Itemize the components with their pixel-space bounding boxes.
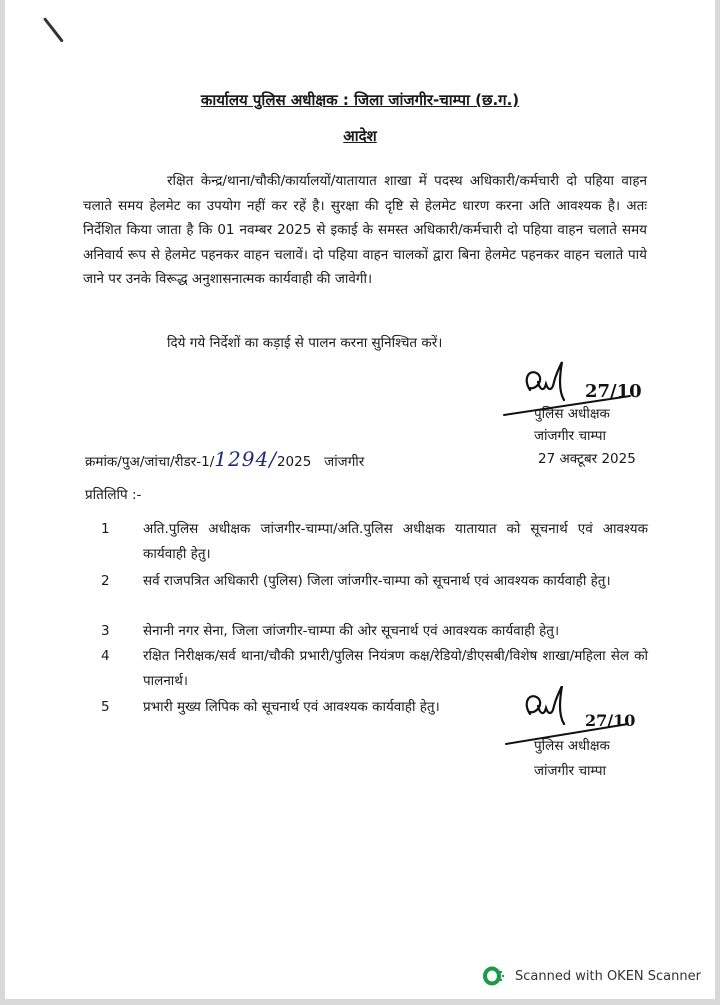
order-title <box>5 127 715 145</box>
reference-handwritten-number: 1294/ <box>214 447 277 471</box>
office-title <box>5 91 715 109</box>
copy-list-item: अति.पुलिस अधीक्षक जांजगीर-चाम्पा/अति.पुलिस अधीक्षक यातायात को सूचनार्थ एवं आवश्यक कार्यवाही हेतु। <box>143 521 648 562</box>
copy-list-item: सर्व राजपत्रित अधिकारी (पुलिस) जिला जांजगीर-चाम्पा को सूचनार्थ एवं आवश्यक कार्यवाही हेतु। <box>143 573 611 589</box>
order-date: 27 अक्टूबर 2025 <box>538 451 636 467</box>
signature-2-place: जांजगीर चाम्पा <box>534 763 606 779</box>
scanner-label: Scanned with OKEN Scanner <box>515 968 701 984</box>
scanner-watermark <box>483 963 701 989</box>
reference-place: जांजगीर <box>324 454 365 470</box>
copy-list-number: 4 <box>101 648 110 664</box>
compliance-instruction: दिये गये निर्देशों का कड़ाई से पालन करना सुनिश्चित करें। <box>167 335 443 351</box>
copy-list-item: प्रभारी मुख्य लिपिक को सूचनार्थ एवं आवश्यक कार्यवाही हेतु। <box>143 699 440 715</box>
order-body-paragraph: रक्षित केन्द्र/थाना/चौकी/कार्यालयों/यातायात शाखा में पदस्थ अधिकारी/कर्मचारी दो पहिया वाहन चलाते समय हेलमेट का उपयोग नहीं कर रहें है। सुरक्षा की दृष्टि से हेलमेट धारण करना अति आवश्यक है। अतः निर्देशित किया जाता है कि 01 नवम्बर 2025 से इकाई के समस्त अधिकारी/कर्मचारी दो पहिया वाहन चलाते समय अनिवार्य रूप से हेलमेट पहनकर वाहन चलावें। दो पहिया वाहन चालकों द्वारा बिना हेलमेट पहनकर वाहन चलाते पाये जाने पर उनके विरूद्ध अनुशासनात्मक कार्यवाही की जावेगी। <box>83 173 647 287</box>
signature-2-date-note: 27/10 <box>585 711 636 730</box>
reference-year: 2025 <box>276 454 312 470</box>
copy-list-number: 2 <box>101 573 110 589</box>
oken-scanner-logo-icon <box>483 966 507 986</box>
reference-number <box>85 447 365 471</box>
signature-1-date-note: 27/10 <box>585 381 642 402</box>
signature-1-place: जांजगीर चाम्पा <box>534 428 606 444</box>
pen-stroke-mark <box>43 17 64 42</box>
copy-list-item: रक्षित निरीक्षक/सर्व थाना/चौकी प्रभारी/पुलिस नियंत्रण कक्ष/रेडियो/डीएसबी/विशेष शाखा/महिला सेल को पालनार्थ। <box>143 648 648 689</box>
order-title-text: आदेश <box>343 127 377 145</box>
copy-list-number: 1 <box>101 521 110 537</box>
office-title-text: कार्यालय पुलिस अधीक्षक : जिला जांजगीर-चाम्पा (छ.ग.) <box>200 91 520 109</box>
signature-2-designation: पुलिस अधीक्षक <box>534 738 610 754</box>
scanned-document-page <box>5 0 715 999</box>
copy-list-number: 3 <box>101 623 110 639</box>
copy-list-item: सेनानी नगर सेना, जिला जांजगीर-चाम्पा की ओर सूचनार्थ एवं आवश्यक कार्यवाही हेतु। <box>143 623 560 639</box>
copy-list-number: 5 <box>101 699 110 715</box>
reference-prefix: क्रमांक/पुअ/जांचा/रीडर-1/ <box>85 454 215 470</box>
signature-1-designation: पुलिस अधीक्षक <box>534 406 610 422</box>
copy-to-label: प्रतिलिपि :- <box>85 487 142 503</box>
